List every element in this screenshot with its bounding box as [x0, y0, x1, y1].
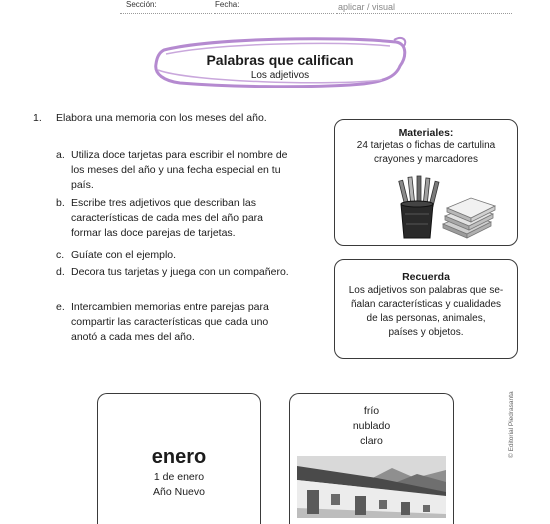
materials-box [334, 119, 518, 246]
item-letter: a. [56, 149, 65, 161]
adjective-word: claro [360, 435, 383, 447]
list-item [56, 265, 296, 297]
reminder-title: Recuerda [402, 271, 450, 283]
item-letter: e. [56, 301, 65, 313]
publisher-credit: © Editorial Piedrasanta [508, 391, 515, 458]
activity-instruction: Elabora una memoria con los meses del año. [56, 112, 267, 124]
month-date: 1 de enero [153, 471, 205, 483]
level-line [336, 13, 512, 14]
item-letter: c. [56, 249, 65, 261]
item-text: Utiliza doce tarjetas para escribir el nombre de los meses del año y una fecha especial en tu país. [71, 149, 288, 191]
reminder-box [334, 259, 518, 359]
reminder-line: de las personas, animales, [366, 313, 486, 324]
item-letter: b. [56, 197, 65, 209]
item-text: Escribe tres adjetivos que describan las características de cada mes del año para formar las doce parejas de tarjetas. [71, 197, 264, 239]
activity-number: 1. [33, 112, 42, 124]
date-line [214, 13, 334, 14]
date-label: Fecha: [215, 0, 240, 9]
reminder-line: países y objetos. [388, 327, 464, 338]
materials-title: Materiales: [398, 127, 454, 139]
materials-line: 24 tarjetas o fichas de cartulina [356, 140, 496, 151]
list-item [56, 248, 296, 264]
month-name: enero [151, 446, 207, 468]
adjective-word: frío [363, 405, 380, 417]
section-line [120, 13, 212, 14]
list-item [56, 300, 296, 348]
materials-line: crayones y marcadores [374, 154, 478, 165]
adjectives-card [289, 393, 454, 524]
month-event: Año Nuevo [153, 486, 205, 498]
list-item [56, 148, 296, 196]
item-letter: d. [56, 266, 65, 278]
street-photo [297, 456, 446, 518]
section-label: Sección: [126, 0, 157, 9]
adjective-word: nublado [352, 420, 391, 432]
card-stack-icon [439, 192, 499, 242]
item-text: Intercambien memorias entre parejas para compartir las características que cada uno anotó a cada mes del año. [71, 301, 269, 343]
item-text: Guíate con el ejemplo. [71, 249, 177, 261]
month-card [97, 393, 261, 524]
reminder-line: Los adjetivos son palabras que se- [348, 285, 504, 296]
page-subtitle: Los adjetivos [250, 70, 310, 81]
item-text: Decora tus tarjetas y juega con un compañero. [71, 266, 289, 278]
level-label: aplicar / visual [338, 2, 396, 12]
page-title: Palabras que califican [206, 52, 354, 68]
list-item [56, 196, 296, 244]
reminder-line: ñalan características y cualidades [350, 299, 502, 310]
